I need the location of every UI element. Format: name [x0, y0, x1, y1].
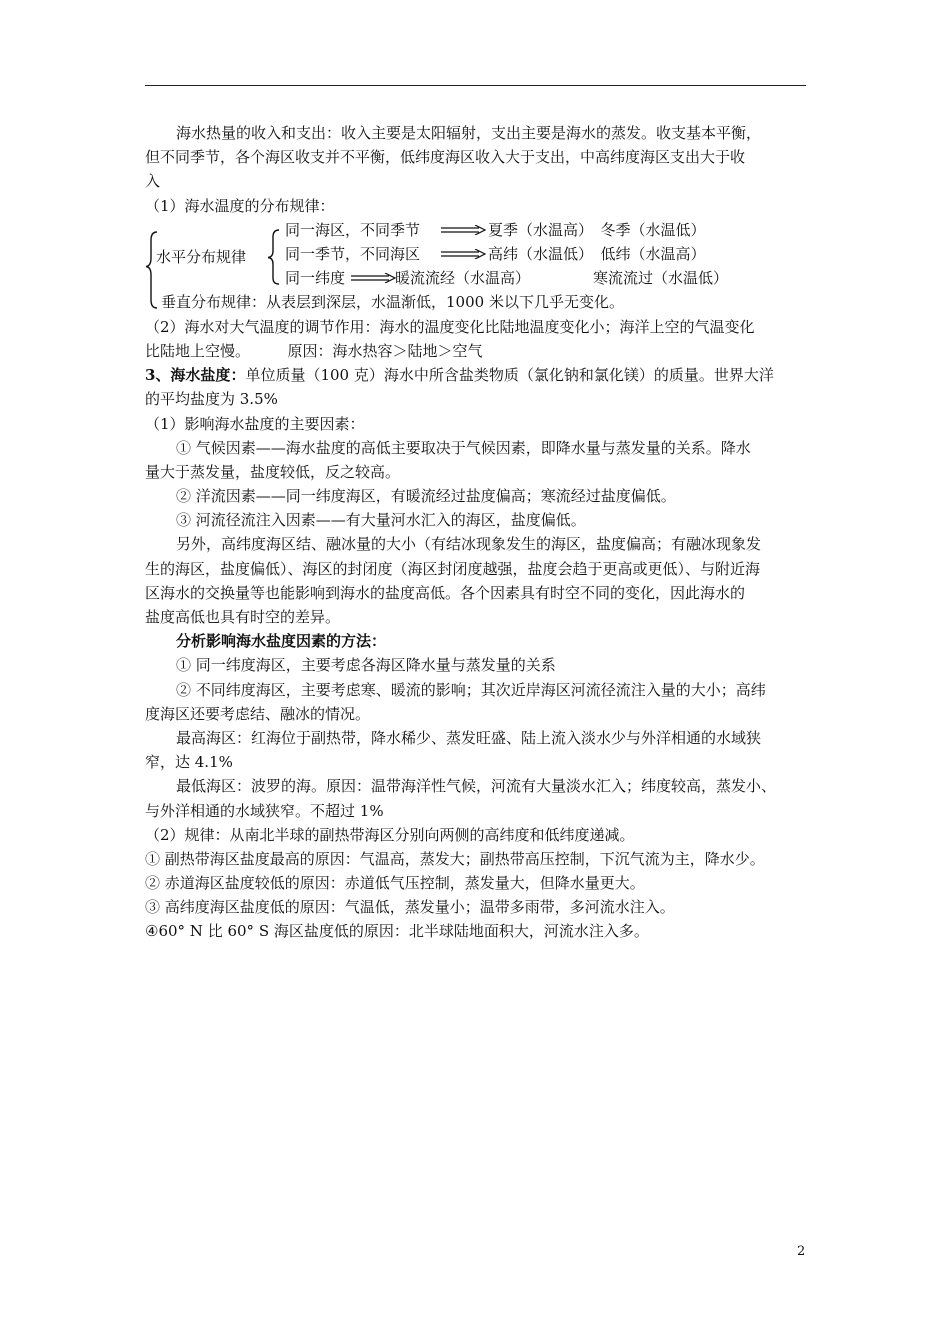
lowest-sea-line-2: 与外洋相通的水域狭窄。不超过 1%	[145, 801, 384, 820]
method-2-line-2: 度海区还要考虑结、融冰的情况。	[145, 704, 371, 723]
document-body	[145, 121, 806, 944]
regulation-line-2: 比陆地上空慢。 原因：海水热容＞陆地＞空气	[145, 341, 483, 360]
salinity-average: 的平均盐度为 3.5%	[145, 390, 278, 409]
salinity-definition-text: 单位质量（100 克）海水中所含盐类物质（氯化钠和氯化镁）的质量。世界大洋	[245, 366, 774, 385]
intro-line-1: 海水热量的收入和支出：收入主要是太阳辐射，支出主要是海水的蒸发。收支基本平衡，	[176, 124, 762, 142]
diagram-row1-condition: 同一海区，不同季节	[285, 220, 421, 239]
regulation-line-1: （2）海水对大气温度的调节作用：海水的温度变化比陆地温度变化小；海洋上空的气温变化	[145, 317, 755, 336]
method-1: ① 同一纬度海区，主要考虑各海区降水量与蒸发量的关系	[176, 656, 556, 675]
page-number: 2	[797, 1244, 806, 1259]
temperature-heading: （1）海水温度的分布规律：	[145, 196, 335, 215]
other-factors-line-1: 另外，高纬度海区结、融冰量的大小（有结冰现象发生的海区，盐度偏高；有融冰现象发	[176, 535, 762, 554]
diagram-row1-result: 夏季（水温高） 冬季（水温低）	[488, 220, 706, 239]
diagram-row3-cold: 寒流流过（水温低）	[593, 268, 729, 287]
rule-1: ① 副热带海区盐度最高的原因：气温高，蒸发大；副热带高压控制，下沉气流为主，降水少。	[145, 849, 765, 868]
diagram-row3-condition: 同一纬度	[285, 268, 346, 287]
method-2-line-1: ② 不同纬度海区，主要考虑寒、暖流的影响；其次近岸海区河流径流注入量的大小；高纬	[176, 680, 766, 699]
salinity-definition	[145, 363, 806, 387]
diagram-row2-result: 高纬（水温低） 低纬（水温高）	[488, 244, 706, 263]
factor-climate-line-1: ① 气候因素——海水盐度的高低主要取决于气候因素，即降水量与蒸发量的关系。降水	[176, 438, 751, 457]
highest-sea-line-2: 窄，达 4.1%	[145, 753, 233, 772]
rule-heading: （2）规律：从南北半球的副热带海区分别向两侧的高纬度和低纬度递减。	[145, 825, 635, 844]
lowest-sea-line-1: 最低海区：波罗的海。原因：温带海洋性气候，河流有大量淡水汇入；纬度较高，蒸发小、	[176, 777, 777, 796]
intro-line-3: 入	[145, 172, 161, 191]
rule-4: ④60° N 比 60° S 海区盐度低的原因：北半球陆地面积大，河流水注入多。	[145, 922, 649, 941]
double-arrow-icon	[351, 273, 397, 283]
factor-current: ② 洋流因素——同一纬度海区，有暖流经过盐度偏高；寒流经过盐度偏低。	[176, 487, 676, 506]
double-arrow-icon	[441, 225, 487, 235]
factor-climate-line-2: 量大于蒸发量，盐度较低，反之较高。	[145, 462, 401, 481]
other-factors-line-3: 区海水的交换量等也能影响到海水的盐度高低。各个因素具有时空不同的变化，因此海水的	[145, 583, 746, 602]
horizontal-distribution-label: 水平分布规律	[156, 247, 247, 266]
vertical-distribution-text: 垂直分布规律：从表层到深层，水温渐低，1000 米以下几乎无变化。	[161, 292, 624, 311]
other-factors-line-4: 盐度高低也具有时空的差异。	[145, 608, 341, 626]
factor-river: ③ 河流径流注入因素——有大量河水汇入的海区，盐度偏低。	[176, 511, 586, 530]
rule-3: ③ 高纬度海区盐度低的原因：气温低，蒸发量小；温带多雨带，多河流水注入。	[145, 898, 675, 917]
factors-heading: （1）影响海水盐度的主要因素：	[145, 414, 365, 433]
diagram-row3-warm: 暖流流经（水温高）	[395, 268, 531, 287]
rule-2: ② 赤道海区盐度较低的原因：赤道低气压控制，蒸发量大，但降水量更大。	[145, 874, 645, 893]
intro-line-2: 但不同季节，各个海区收支并不平衡，低纬度海区收入大于支出，中高纬度海区支出大于收	[145, 148, 746, 167]
header-rule	[145, 85, 806, 86]
method-heading: 分析影响海水盐度因素的方法：	[176, 632, 387, 651]
temperature-diagram	[145, 218, 806, 315]
diagram-row2-condition: 同一季节，不同海区	[285, 244, 421, 263]
other-factors-line-2: 生的海区，盐度偏低）、海区的封闭度（海区封闭度越强，盐度会趋于更高或更低）、与附近海	[145, 559, 761, 578]
double-arrow-icon	[441, 249, 487, 259]
salinity-section-title: 3、海水盐度：	[145, 366, 246, 385]
highest-sea-line-1: 最高海区：红海位于副热带，降水稀少、蒸发旺盛、陆上流入淡水少与外洋相通的水域狭	[176, 728, 762, 747]
